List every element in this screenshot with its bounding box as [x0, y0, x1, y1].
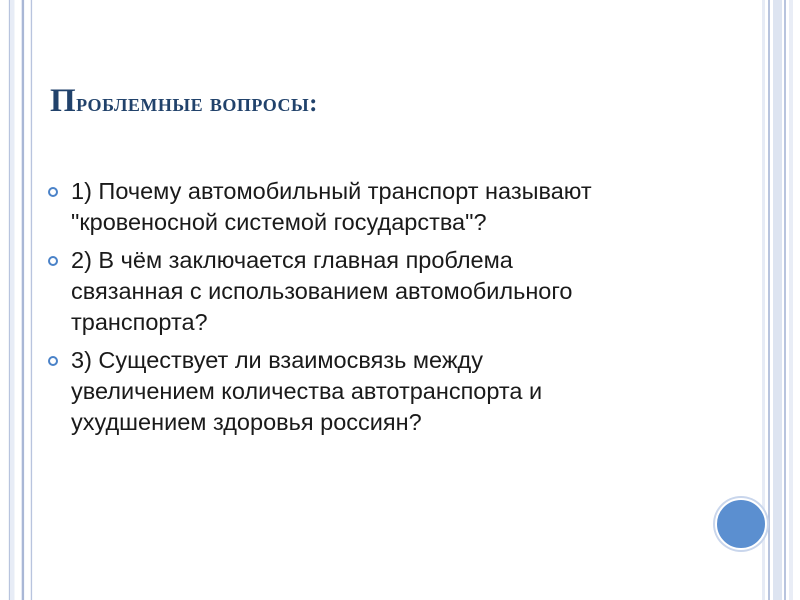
- frame-line: [31, 0, 32, 600]
- frame-band: [768, 0, 770, 600]
- slide-title: [50, 82, 318, 120]
- bullet-line: увеличением количества автотранспорта и: [71, 378, 543, 404]
- bullet-circle-icon: [48, 356, 58, 366]
- frame-band: [789, 0, 793, 600]
- decorative-circle-icon: [715, 498, 767, 550]
- bullet-circle-icon: [48, 256, 58, 266]
- bullet-line: 2) В чём заключается главная проблема: [71, 247, 513, 273]
- left-frame-decoration: [0, 0, 36, 600]
- frame-line: [22, 0, 24, 600]
- bullet-circle-icon: [48, 187, 58, 197]
- frame-band: [784, 0, 786, 600]
- bullet-line: 3) Существует ли взаимосвязь между: [71, 347, 484, 373]
- right-frame-decoration: [760, 0, 800, 600]
- bullet-line: транспорта?: [71, 309, 208, 335]
- bullet-item: [48, 245, 688, 338]
- bullet-line: связанная с использованием автомобильного: [71, 278, 573, 304]
- bullet-line: 1) Почему автомобильный транспорт называют: [71, 178, 592, 204]
- frame-line: [9, 0, 10, 600]
- bullet-line: ухудшением здоровья россиян?: [71, 409, 422, 435]
- bullet-item: [48, 176, 688, 238]
- frame-band: [773, 0, 782, 600]
- bullet-line: "кровеносной системой государства"?: [71, 209, 487, 235]
- bullet-item: [48, 345, 688, 438]
- bullet-list: [48, 176, 688, 445]
- title-rest: роблемные вопросы:: [76, 90, 318, 117]
- title-first-letter: П: [50, 83, 77, 119]
